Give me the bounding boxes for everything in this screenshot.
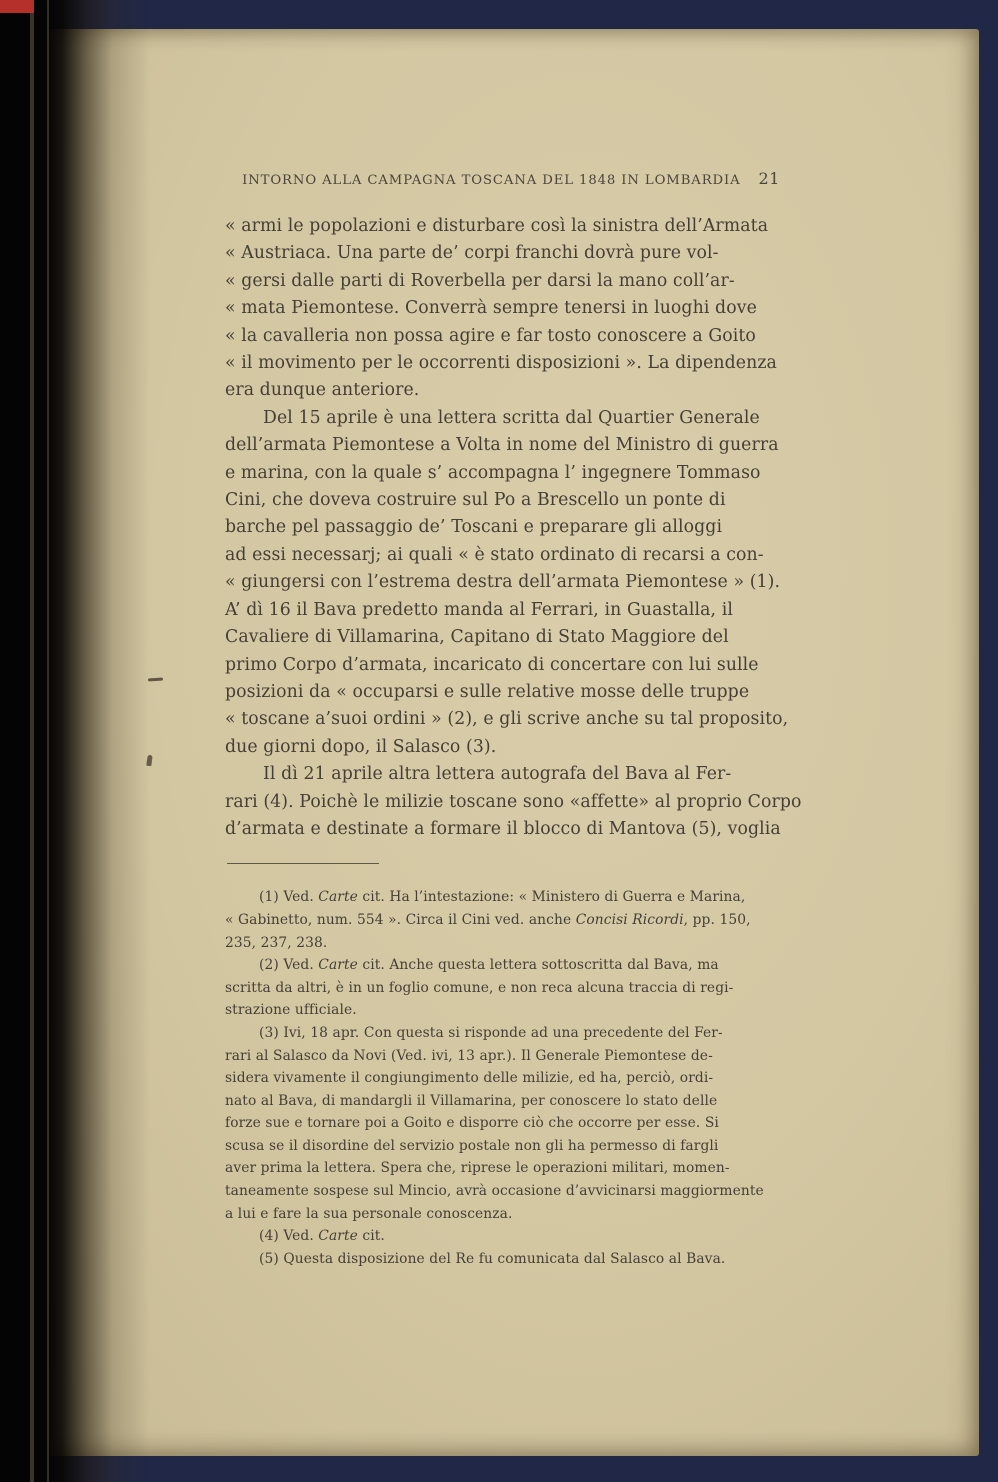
paragraph-letter-15-april [225, 405, 797, 761]
book-page [40, 29, 979, 1456]
text-line: strazione ufficiale. [225, 1002, 357, 1019]
text-line: (3) Ivi, 18 apr. Con questa si risponde ad una precedente del Fer- [259, 1024, 723, 1041]
body-text [225, 213, 802, 843]
text-line: Cavaliere di Villamarina, Capitano di Stato Maggiore del [225, 627, 729, 648]
text-line: dell’armata Piemontese a Volta in nome del Ministro di guerra [225, 435, 779, 456]
footnote-5 [225, 1248, 797, 1271]
text-line: « Gabinetto, num. 554 ». Circa il Cini ved. anche Concisi Ricordi, pp. 150, [225, 911, 751, 928]
text-line: forze sue e tornare poi a Goito e disporre ciò che occorre per esse. Si [225, 1115, 719, 1132]
footnote-2 [225, 954, 797, 1022]
text-line: Cini, che doveva costruire sul Po a Brescello un ponte di [225, 490, 726, 511]
text-line: a lui e fare la sua personale conoscenza. [225, 1205, 513, 1222]
text-line: 235, 237, 238. [225, 934, 328, 951]
header-title: INTORNO ALLA CAMPAGNA TOSCANA DEL 1848 IN LOMBARDIA [242, 173, 741, 188]
text-line: « Austriaca. Una parte de’ corpi franchi dovrà pure vol- [225, 243, 719, 264]
text-line: due giorni dopo, il Salasco (3). [225, 736, 497, 757]
text-line: e marina, con la quale s’ accompagna l’ ingegnere Tommaso [225, 462, 761, 483]
text-line: nato al Bava, di mandargli il Villamarina, per conoscere lo stato delle [225, 1092, 718, 1109]
paragraph-letter-21-april [225, 761, 802, 843]
text-line: era dunque anteriore. [225, 380, 420, 401]
red-scan-mark [0, 0, 34, 13]
text-line: A’ dì 16 il Bava predetto manda al Ferrari, in Guastalla, il [225, 599, 733, 620]
text-line: rari al Salasco da Novi (Ved. ivi, 13 apr.). Il Generale Piemontese de- [225, 1047, 713, 1064]
text-line: « toscane a’suoi ordini » (2), e gli scrive anche su tal proposito, [225, 709, 789, 730]
text-line: « gersi dalle parti di Roverbella per darsi la mano coll’ar- [225, 270, 735, 291]
text-line: sidera vivamente il congiungimento delle milizie, ed ha, perciò, ordi- [225, 1070, 714, 1087]
text-line: (1) Ved. Carte cit. Ha l’intestazione: « Ministero di Guerra e Marina, [259, 889, 746, 906]
page-text-column [225, 169, 802, 1270]
paragraph-quoted-instructions [225, 213, 797, 405]
text-line: d’armata e destinate a formare il blocco di Mantova (5), voglia [225, 818, 781, 839]
text-line: « mata Piemontese. Converrà sempre tenersi in luoghi dove [225, 298, 757, 319]
text-line: rari (4). Poichè le milizie toscane sono «affette» al proprio Corpo [225, 791, 802, 812]
text-line: scusa se il disordine del servizio postale non gli ha permesso di fargli [225, 1137, 719, 1154]
text-line: posizioni da « occuparsi e sulle relative mosse delle truppe [225, 681, 750, 702]
text-line: « giungersi con l’estrema destra dell’armata Piemontese » (1). [225, 572, 781, 593]
footnote-1 [225, 886, 797, 954]
text-line: barche pel passaggio de’ Toscani e preparare gli alloggi [225, 517, 723, 538]
footnote-4 [225, 1225, 797, 1248]
footnote-separator-rule [227, 863, 379, 864]
running-header [225, 169, 797, 188]
text-line: Il dì 21 aprile altra lettera autografa del Bava al Fer- [263, 764, 732, 785]
text-line: taneamente sospese sul Mincio, avrà occasione d’avvicinarsi maggiormente [225, 1183, 764, 1200]
text-line: primo Corpo d’armata, incaricato di concertare con lui sulle [225, 654, 759, 675]
text-line: scritta da altri, è in un foglio comune, e non reca alcuna traccia di regi- [225, 979, 734, 996]
text-line: « armi le popolazioni e disturbare così la sinistra dell’Armata [225, 216, 769, 236]
text-line: « il movimento per le occorrenti disposizioni ». La dipendenza [225, 353, 777, 374]
text-line: ad essi necessarj; ai quali « è stato ordinato di recarsi a con- [225, 544, 764, 565]
text-line: Del 15 aprile è una lettera scritta dal Quartier Generale [263, 407, 760, 428]
text-line: (4) Ved. Carte cit. [259, 1228, 385, 1245]
footnote-3 [225, 1022, 797, 1225]
text-line: « la cavalleria non possa agire e far tosto conoscere a Goito [225, 325, 756, 346]
footnotes-section [225, 886, 797, 1270]
page-number: 21 [758, 169, 780, 188]
text-line: aver prima la lettera. Spera che, riprese le operazioni militari, momen- [225, 1160, 730, 1177]
text-line: (2) Ved. Carte cit. Anche questa lettera sottoscritta dal Bava, ma [259, 957, 719, 974]
page-edge-highlight-inner [47, 0, 49, 1482]
text-line: (5) Questa disposizione del Re fu comunicata dal Salasco al Bava. [259, 1250, 726, 1267]
page-edge-highlight [30, 0, 34, 1482]
